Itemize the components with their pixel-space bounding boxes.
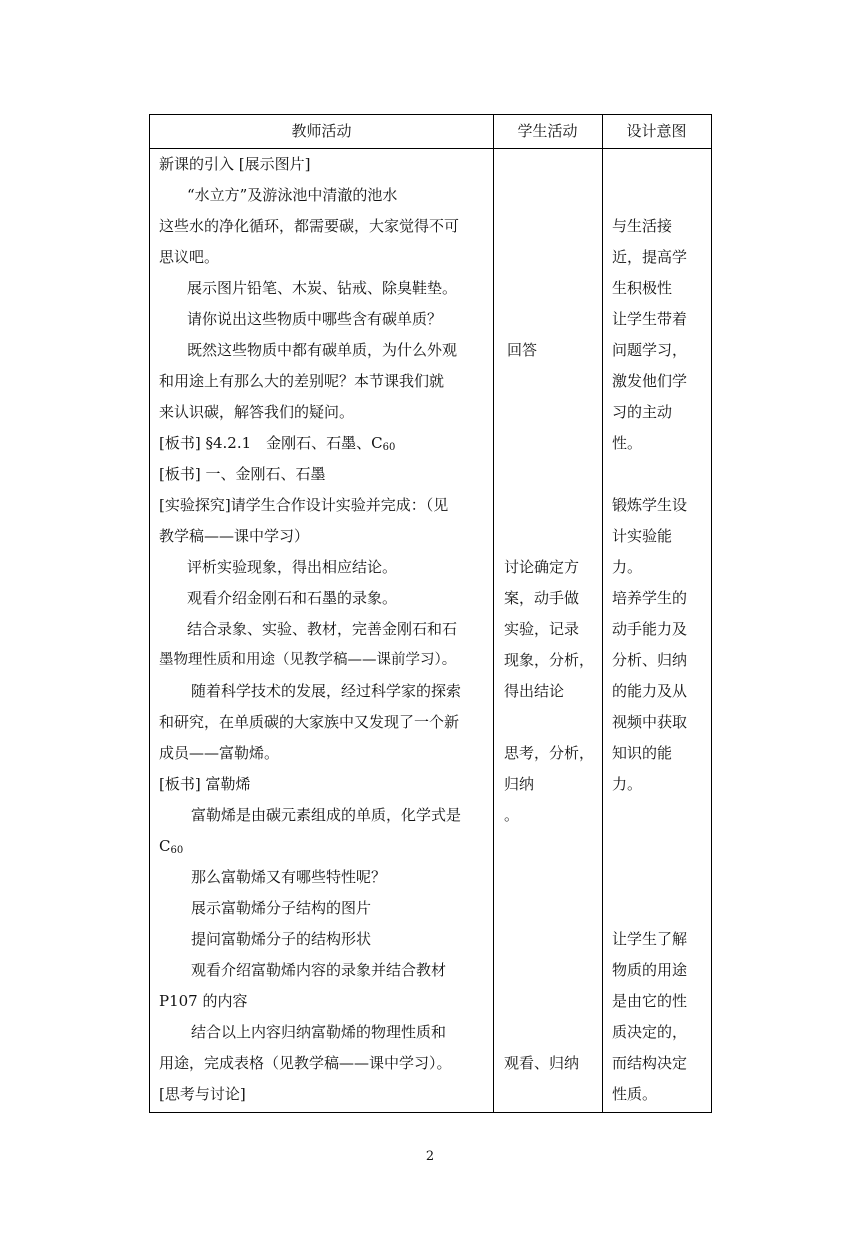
teacher-line: 用途，完成表格（见教学稿——课中学习）。 [159,1054,452,1072]
student-line: 。 [504,806,520,824]
student-line: 案，动手做 [504,589,580,607]
teacher-line: 观看介绍金刚石和石墨的录象。 [187,589,398,607]
header-student-activity: 学生活动 [517,122,578,140]
student-line: 回答 [507,341,538,359]
design-line: 的能力及从 [612,682,688,700]
design-line: 激发他们学 [612,372,688,390]
teacher-line: 教学稿——课中学习） [159,527,310,545]
design-line: 是由它的性 [612,992,688,1010]
design-line: 近，提高学 [612,248,688,266]
design-line: 与生活接 [612,217,673,235]
header-teacher-activity: 教师活动 [291,122,352,140]
design-line: 而结构决定 [612,1054,688,1072]
teacher-line: 那么富勒烯又有哪些特性呢？ [191,868,387,886]
design-line: 质决定的， [612,1023,688,1041]
student-line: 思考，分析， [504,744,595,762]
teacher-line: 结合以上内容归纳富勒烯的物理性质和 [191,1023,447,1041]
design-line: 物质的用途 [612,961,688,979]
teacher-line: 和研究，在单质碳的大家族中又发现了一个新 [159,713,460,731]
column-divider [602,115,603,1112]
lesson-plan-table [149,114,712,1113]
teacher-line-text: C [159,837,171,855]
teacher-line: 富勒烯是由碳元素组成的单质，化学式是 [191,806,462,824]
design-line: 性质。 [612,1085,658,1103]
column-divider [493,115,494,1112]
student-line: 讨论确定方 [504,558,580,576]
design-line: 力。 [612,775,643,793]
teacher-line: 成员——富勒烯。 [159,744,280,762]
design-line: 计实验能 [612,527,673,545]
c60-subscript: 60 [170,845,184,856]
teacher-line: 观看介绍富勒烯内容的录象并结合教材 [191,961,447,979]
teacher-line: [实验探究]请学生合作设计实验并完成：（见 [159,496,449,514]
design-line: 知识的能 [612,744,673,762]
teacher-line: 来认识碳，解答我们的疑问。 [159,403,355,421]
teacher-line: P107 的内容 [159,992,248,1010]
header-design-intent: 设计意图 [626,122,687,140]
teacher-line: [板书] 一、金刚石、石墨 [159,465,326,483]
teacher-line: 这些水的净化循环，都需要碳，大家觉得不可 [159,217,460,235]
teacher-line: “水立方”及游泳池中清澈的池水 [187,186,398,204]
student-line: 得出结论 [504,682,565,700]
teacher-line-text: [板书] §4.2.1 金刚石、石墨、C [159,434,383,452]
teacher-line-c60 [159,831,183,862]
teacher-line: 提问富勒烯分子的结构形状 [191,930,372,948]
teacher-line: 思议吧。 [159,248,220,266]
student-line: 现象，分析， [504,651,595,669]
teacher-line: 展示图片铅笔、木炭、钻戒、除臭鞋垫。 [187,279,458,297]
teacher-line: [思考与讨论] [159,1085,246,1103]
teacher-line-heading-c60 [159,428,395,459]
design-line: 培养学生的 [612,589,688,607]
teacher-line: 评析实验现象，得出相应结论。 [187,558,398,576]
design-line: 动手能力及 [612,620,688,638]
design-line: 力。 [612,558,643,576]
teacher-line: 请你说出这些物质中哪些含有碳单质？ [187,310,443,328]
teacher-line: 新课的引入 [展示图片] [159,155,311,173]
design-line: 问题学习， [612,341,688,359]
student-line: 观看、归纳 [504,1054,580,1072]
teacher-line: 展示富勒烯分子结构的图片 [191,899,372,917]
design-line: 性。 [612,434,643,452]
design-line: 让学生了解 [612,930,688,948]
design-line: 锻炼学生设 [612,496,688,514]
teacher-line: 墨物理性质和用途（见教学稿——课前学习）。 [159,652,457,668]
student-line: 归纳 [504,775,535,793]
c60-subscript: 60 [382,442,396,453]
teacher-line: 结合录象、实验、教材，完善金刚石和石 [187,620,458,638]
page-number: 2 [425,1149,435,1164]
teacher-line: 和用途上有那么大的差别呢？本节课我们就 [159,372,445,390]
design-line: 让学生带着 [612,310,688,328]
teacher-line: 既然这些物质中都有碳单质，为什么外观 [187,341,458,359]
design-line: 视频中获取 [612,713,688,731]
design-line: 习的主动 [612,403,673,421]
teacher-line: [板书] 富勒烯 [159,775,251,793]
student-line: 实验，记录 [504,620,580,638]
design-line: 生积极性 [612,279,673,297]
design-line: 分析、归纳 [612,651,688,669]
teacher-line: 随着科学技术的发展，经过科学家的探索 [191,682,462,700]
